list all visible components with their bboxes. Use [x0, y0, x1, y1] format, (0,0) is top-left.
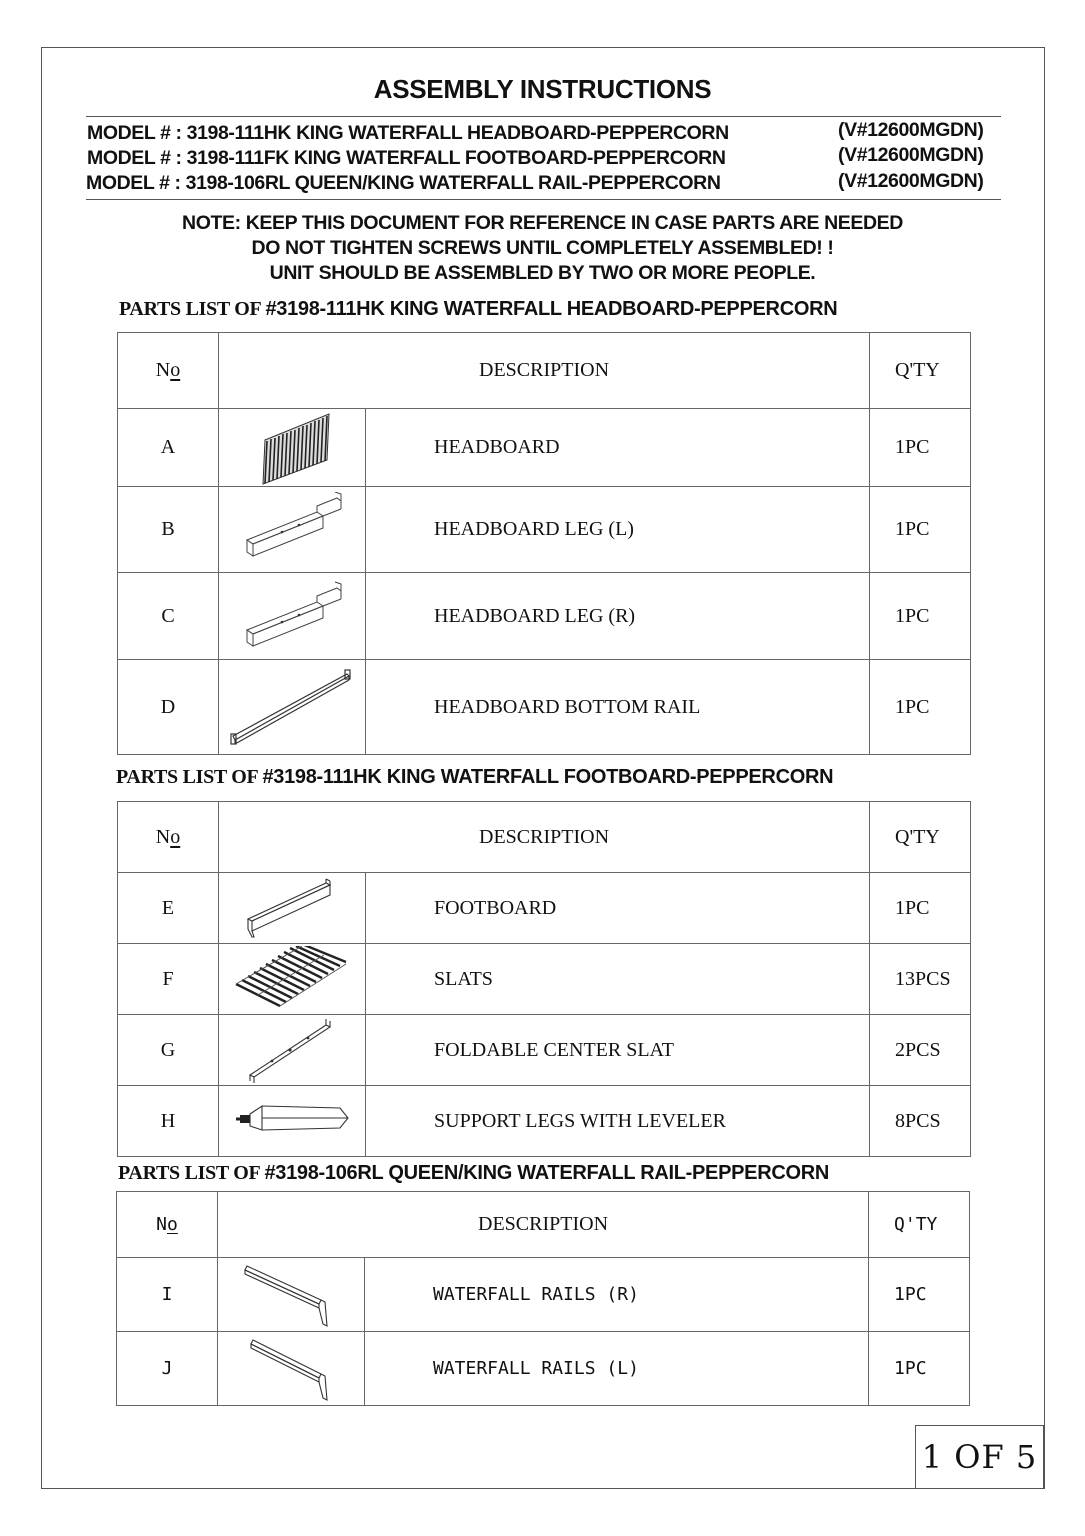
section-title: PARTS LIST OF #3198-111HK KING WATERFALL FOOTBOARD-PEPPERCORN	[116, 766, 834, 788]
model-line-2: MODEL # : 3198-111FK KING WATERFALL FOOTBOARD-PEPPERCORN	[87, 147, 726, 169]
table-header-row	[117, 1192, 970, 1258]
note-line-2: DO NOT TIGHTEN SCREWS UNTIL COMPLETELY ASSEMBLED! !	[251, 237, 834, 259]
part-image	[218, 1258, 365, 1332]
table-row	[117, 1258, 970, 1332]
table-row	[118, 487, 971, 573]
table-row	[118, 1015, 971, 1086]
slats-icon	[232, 946, 352, 1012]
waterfall-rail-right-icon	[241, 1262, 341, 1328]
header-no: No	[118, 802, 219, 873]
part-no: H	[118, 1086, 219, 1157]
section-title: PARTS LIST OF #3198-106RL QUEEN/KING WATERFALL RAIL-PEPPERCORN	[118, 1162, 830, 1184]
header-no: No	[118, 333, 219, 409]
page-title: ASSEMBLY INSTRUCTIONS	[373, 74, 712, 104]
model-code-3: (V#12600MGDN)	[838, 170, 984, 192]
part-description: HEADBOARD	[366, 409, 870, 487]
part-description: FOLDABLE CENTER SLAT	[366, 1015, 870, 1086]
part-image	[219, 1015, 366, 1086]
part-qty: 1PC	[869, 1258, 970, 1332]
part-qty: 2PCS	[870, 1015, 971, 1086]
center-slat-icon	[242, 1017, 342, 1083]
part-image	[218, 1332, 365, 1406]
divider	[86, 116, 1001, 117]
table-row	[118, 944, 971, 1015]
parts-table	[117, 801, 971, 1157]
part-no: J	[117, 1332, 218, 1406]
part-description: SLATS	[366, 944, 870, 1015]
waterfall-rail-left-icon	[241, 1336, 341, 1402]
part-description: WATERFALL RAILS (L)	[365, 1332, 869, 1406]
model-line-3: MODEL # : 3198-106RL QUEEN/KING WATERFALL RAIL-PEPPERCORN	[86, 172, 721, 194]
part-description: HEADBOARD BOTTOM RAIL	[366, 660, 870, 755]
header-qty: Q'TY	[870, 333, 971, 409]
headboard-leg-right-icon	[237, 578, 347, 654]
part-image	[219, 873, 366, 944]
part-image	[219, 573, 366, 660]
header-description: DESCRIPTION	[218, 1192, 869, 1258]
model-line-1: MODEL # : 3198-111HK KING WATERFALL HEADBOARD-PEPPERCORN	[87, 122, 729, 144]
part-description: HEADBOARD LEG (R)	[366, 573, 870, 660]
header-qty: Q'TY	[870, 802, 971, 873]
table-header-row	[118, 802, 971, 873]
part-description: HEADBOARD LEG (L)	[366, 487, 870, 573]
headboard-leg-left-icon	[237, 492, 347, 568]
table-row	[118, 573, 971, 660]
part-image	[219, 660, 366, 755]
table-row	[117, 1332, 970, 1406]
part-description: WATERFALL RAILS (R)	[365, 1258, 869, 1332]
parts-table	[116, 1191, 970, 1406]
part-qty: 1PC	[870, 409, 971, 487]
part-image	[219, 1086, 366, 1157]
table-row	[118, 1086, 971, 1157]
part-no: B	[118, 487, 219, 573]
part-no: A	[118, 409, 219, 487]
divider	[86, 199, 1001, 200]
part-qty: 1PC	[870, 873, 971, 944]
model-code-1: (V#12600MGDN)	[838, 119, 984, 141]
part-image	[219, 409, 366, 487]
section-title: PARTS LIST OF #3198-111HK KING WATERFALL HEADBOARD-PEPPERCORN	[119, 298, 838, 320]
part-no: G	[118, 1015, 219, 1086]
part-no: I	[117, 1258, 218, 1332]
part-qty: 1PC	[870, 660, 971, 755]
part-no: E	[118, 873, 219, 944]
table-row	[118, 660, 971, 755]
part-description: SUPPORT LEGS WITH LEVELER	[366, 1086, 870, 1157]
bottom-rail-icon	[227, 664, 357, 750]
header-no: No	[117, 1192, 218, 1258]
part-no: C	[118, 573, 219, 660]
header-description: DESCRIPTION	[219, 333, 870, 409]
footboard-icon	[242, 875, 342, 941]
part-qty: 13PCS	[870, 944, 971, 1015]
model-code-2: (V#12600MGDN)	[838, 144, 984, 166]
header-description: DESCRIPTION	[219, 802, 870, 873]
note-line-3: UNIT SHOULD BE ASSEMBLED BY TWO OR MORE PEOPLE.	[269, 262, 816, 284]
table-row	[118, 873, 971, 944]
part-qty: 1PC	[870, 487, 971, 573]
table-row	[118, 409, 971, 487]
headboard-icon	[247, 410, 337, 486]
part-qty: 1PC	[869, 1332, 970, 1406]
support-leg-icon	[232, 1096, 352, 1146]
part-qty: 1PC	[870, 573, 971, 660]
header-qty: Q'TY	[869, 1192, 970, 1258]
note-line-1: NOTE: KEEP THIS DOCUMENT FOR REFERENCE IN CASE PARTS ARE NEEDED	[182, 212, 903, 234]
parts-table	[117, 332, 971, 755]
part-image	[219, 944, 366, 1015]
page-number: 1 OF 5	[915, 1425, 1044, 1489]
part-qty: 8PCS	[870, 1086, 971, 1157]
part-description: FOOTBOARD	[366, 873, 870, 944]
part-image	[219, 487, 366, 573]
table-header-row	[118, 333, 971, 409]
part-no: D	[118, 660, 219, 755]
part-no: F	[118, 944, 219, 1015]
